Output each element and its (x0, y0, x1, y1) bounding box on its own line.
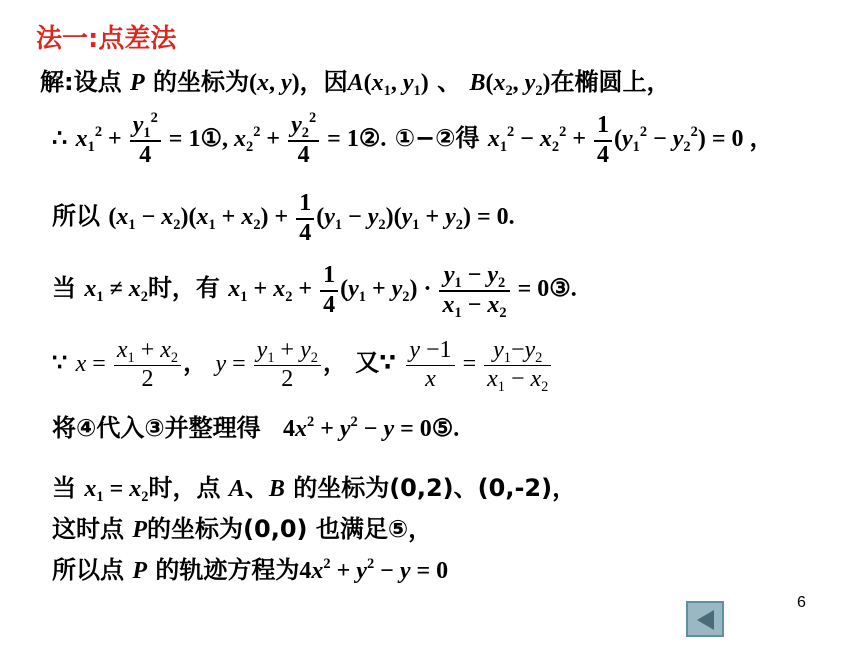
math-factored: $(x_1 - x_2)(x_1 + x_2)$ + $\frac{1}{4}$ $(y_1 - y_2)(y_1 + y_2) = 0$. (108, 190, 515, 246)
equation-ellipse-line: ∴ $x_1^2$ + $\frac{y_1^2}{4}$ = 1①, $x_2^2$ + $\frac{y_2^2}{4}$ = 1②. ①−②得 $x_1^2 - x_2^2$ + $\frac{1}{4}$ $(y_1^2 - y_2^2) = 0$ ， (52, 109, 774, 168)
eq1-tail: = 0 ， (711, 126, 774, 153)
triangle-left-icon (694, 608, 718, 632)
eq5-text: 将④代入③并整理得 (52, 414, 261, 442)
math-slope-ratio: $\frac{y -1}{x}$ = $\frac{y_1-y_2}{x_1 - x_2}$ (404, 351, 553, 377)
intro-middle: 的坐标为 (153, 68, 249, 96)
eq3-label: 0③. (537, 276, 577, 303)
eq4-also: 又∵ (355, 348, 396, 377)
math-eq2: $x_2^2$ + $\frac{y_2^2}{4}$ = (234, 109, 347, 168)
back-button[interactable] (686, 601, 724, 637)
equation-result-line (52, 413, 460, 442)
math-var-p: P (129, 70, 145, 96)
math-trajectory: $4x^2 + y^2 - y$ = (283, 413, 420, 442)
math-var-a: A (228, 476, 245, 502)
conclusion-prefix: 所以点 (52, 556, 124, 584)
intro-suffix: 在椭圆上， (550, 68, 671, 96)
eq2-prefix: 所以 (52, 202, 100, 231)
equation-factored-line (52, 190, 515, 247)
math-final-equation: $4x^2 + y^2 - y = 0$ (299, 555, 449, 584)
math-midpoint-x: x = $\frac{x_1 + x_2}{2}$ (76, 351, 183, 377)
p-origin-prefix: 这时点 (52, 515, 124, 543)
intro-comma: ，因 (299, 68, 348, 96)
case2-when: 时，点 (148, 474, 221, 502)
math-var-b: B (268, 476, 285, 502)
equation-midpoint-line (52, 337, 553, 393)
math-point-p: (x, y) (249, 70, 300, 96)
origin-line (52, 517, 432, 542)
slide-title: 法一:点差法 (36, 24, 177, 54)
eq1-diff-text: ①−②得 (394, 124, 480, 153)
eq4-sep: ， (183, 348, 208, 377)
intro-sep: 、 (437, 68, 462, 96)
eq1-label1: 1① (188, 126, 222, 153)
page-number: 6 (797, 594, 806, 611)
conclusion-line (52, 555, 449, 584)
math-point-a: $A(x_1$, $y_1$) (347, 70, 429, 100)
math-eq-x: $x_1 = x_2$ (84, 476, 149, 506)
eq5-label: 0⑤. (419, 416, 460, 442)
intro-prefix: 解:设点 (40, 68, 122, 96)
math-diff: $x_1^2 - x_2^2$ + $\frac{1}{4}$ $(y_1^2 - y_2^2)$ (487, 112, 712, 168)
p-origin-text: 的坐标为(0,0) 也满足⑤， (147, 515, 433, 543)
intro-line (40, 68, 671, 100)
math-var-p-2: P (132, 517, 148, 543)
math-point-b: $B(x_2$, $y_2$) (469, 70, 551, 100)
because-symbol: ∵ (52, 350, 68, 377)
case2-prefix: 当 (52, 474, 76, 502)
math-var-p-3: P (132, 558, 148, 584)
eq3-prefix: 当 (52, 274, 76, 303)
case2-sep: 、 (244, 474, 269, 502)
math-slope-eq: $x_1 + x_2$ + $\frac{1}{4}$ $(y_1 + y_2)$ · $\frac{y_1 - y_2}{x_1 - x_2}$ = (228, 262, 538, 321)
eq1-label2: 1② (346, 126, 381, 153)
equation-slope-line (52, 262, 577, 319)
eq4-sep-2: ， (322, 348, 347, 377)
math-neq: $x_1 \ne x_2$ (84, 276, 148, 306)
math-midpoint-y: y = $\frac{y_1 + y_2}{2}$ (215, 351, 322, 377)
therefore-symbol: ∴ (52, 126, 68, 153)
case2-coord-text: 的坐标为(0,2)、(0,-2)， (293, 474, 577, 502)
conclusion-text: 的轨迹方程为 (155, 556, 300, 584)
case-equal-line (52, 474, 577, 506)
math-eq1: $x_1^2$ + $\frac{y_1^2}{4}$ = (75, 109, 189, 168)
eq3-when: 时，有 (147, 274, 220, 303)
